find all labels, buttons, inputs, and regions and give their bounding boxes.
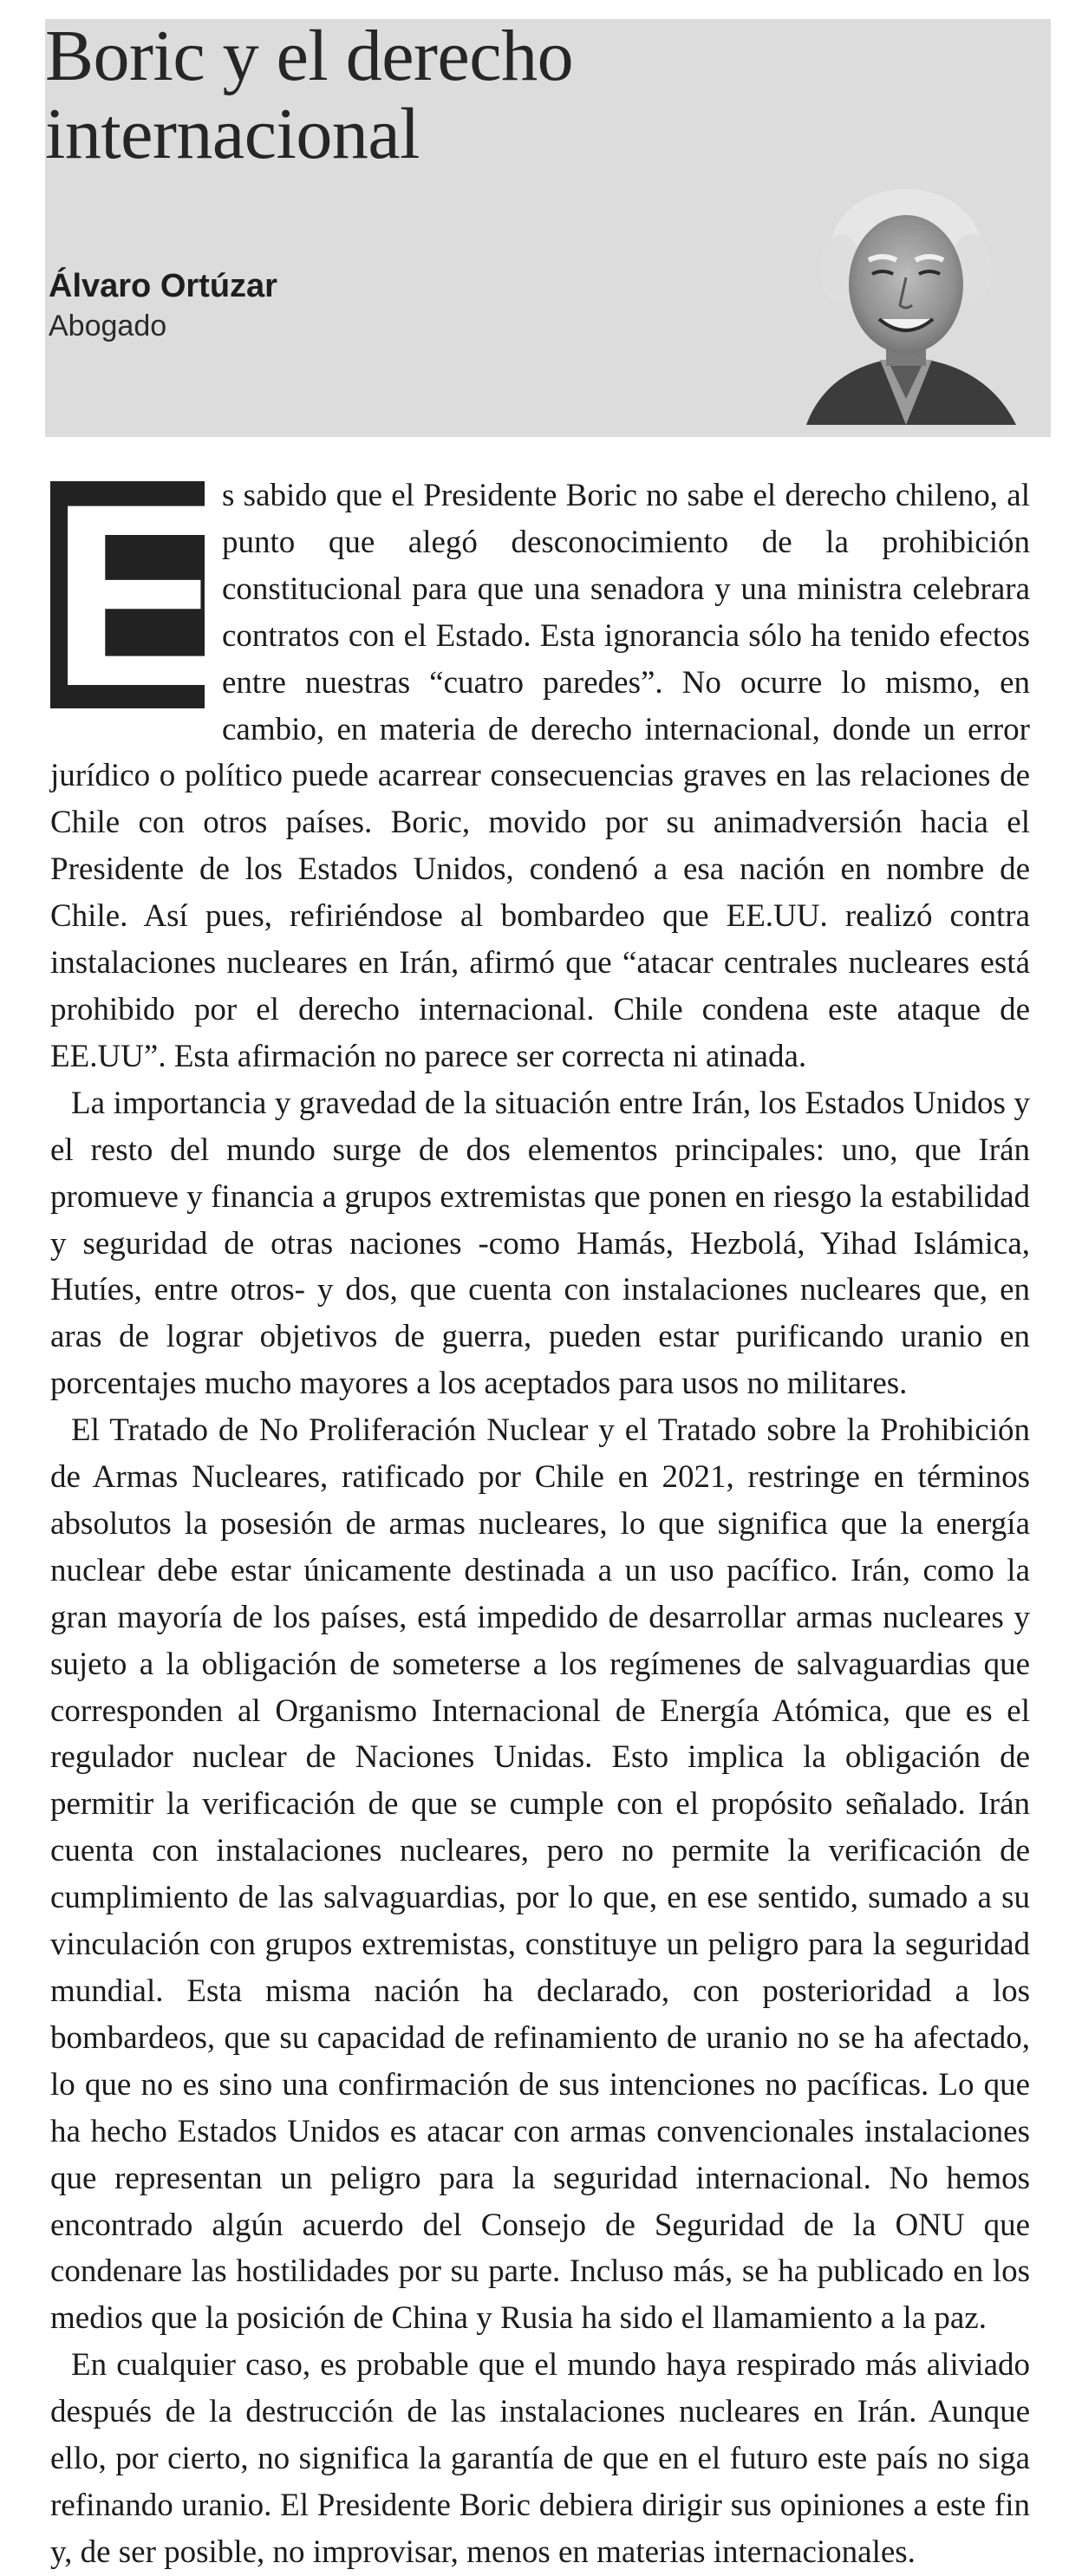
article-paragraph: La importancia y gravedad de la situación entre Irán, los Estados Unidos y el resto del mundo surge de dos elementos principales: uno, que Irán promueve y financia a grupos extremistas que ponen en riesgo la estabilidad y seguridad de otras naciones -como Hamás, Hezbolá, Yihad Islámica, Hutíes, entre otros- y dos, que cuenta con instalaciones nucleares que, en aras de lograr objetivos de guerra, pueden estar purificando uranio en porcentajes mucho mayores a los aceptados para usos no militares. [50, 1085, 1030, 1402]
article-paragraph-text: s sabido que el Presidente Boric no sabe el derecho chileno, al punto que alegó desconocimiento de la prohibición constitucional para que una senadora y una ministra celebrara contratos con el Estado. Esta ignorancia sólo ha tenido efectos entre nuestras “cuatro paredes”. No ocurre lo mismo, en cambio, en materia de derecho internacional, donde un error jurídico o político puede acarrear consecuencias graves en las relaciones de Chile con otros países. Boric, movido por su animadversión hacia el Presidente de los Estados Unidos, condenó a esa nación en nombre de Chile. Así pues, refiriéndose al bombardeo que EE.UU. realizó contra instalaciones nucleares en Irán, afirmó que “atacar centrales nucleares está prohibido por el derecho internacional. Chile condena este ataque de EE.UU”. Esta afirmación no parece ser correcta ni atinada. [50, 478, 1030, 1074]
drop-cap: E [50, 449, 225, 740]
author-portrait [789, 173, 1023, 425]
article-paragraph [50, 449, 1030, 1080]
author-name: Álvaro Ortúzar [49, 268, 277, 304]
article-paragraph: En cualquier caso, es probable que el mundo haya respirado más aliviado después de la destrucción de las instalaciones nucleares en Irán. Aunque ello, por cierto, no significa la garantía de que en el futuro este país no siga refinando uranio. El Presidente Boric debiera dirigir sus opiniones a este fin y, de ser posible, no improvisar, menos en materias internacionales. [50, 2347, 1030, 2570]
page-title: Boric y el derecho internacional [45, 16, 574, 174]
article-body [50, 449, 1030, 2576]
article-paragraph: El Tratado de No Proliferación Nuclear y el Tratado sobre la Prohibición de Armas Nucleares, ratificado por Chile en 2021, restringe en términos absolutos la posesión de armas nucleares, lo que significa que la energía nuclear debe estar únicamente destinada a un uso pacífico. Irán, como la gran mayoría de los países, está impedido de desarrollar armas nucleares y sujeto a la obligación de someterse a los regímenes de salvaguardias que corresponden al Organismo Internacional de Energía Atómica, que es el regulador nuclear de Naciones Unidas. Esto implica la obligación de permitir la verificación de que se cumple con el propósito señalado. Irán cuenta con instalaciones nucleares, pero no permite la verificación de cumplimiento de las salvaguardias, por lo que, en ese sentido, sumado a su vinculación con grupos extremistas, constituye un peligro para la seguridad mundial. Esta misma nación ha declarado, con posterioridad a los bombardeos, que su capacidad de refinamiento de uranio no se ha afectado, lo que no es sino una confirmación de sus intenciones no pacíficas. Lo que ha hecho Estados Unidos es atacar con armas convencionales instalaciones que representan un peligro para la seguridad internacional. No hemos encontrado algún acuerdo del Consejo de Seguridad de la ONU que condenare las hostilidades por su parte. Incluso más, se ha publicado en los medios que la posición de China y Rusia ha sido el llamamiento a la paz. [50, 1412, 1030, 2337]
author-role: Abogado [49, 310, 167, 342]
